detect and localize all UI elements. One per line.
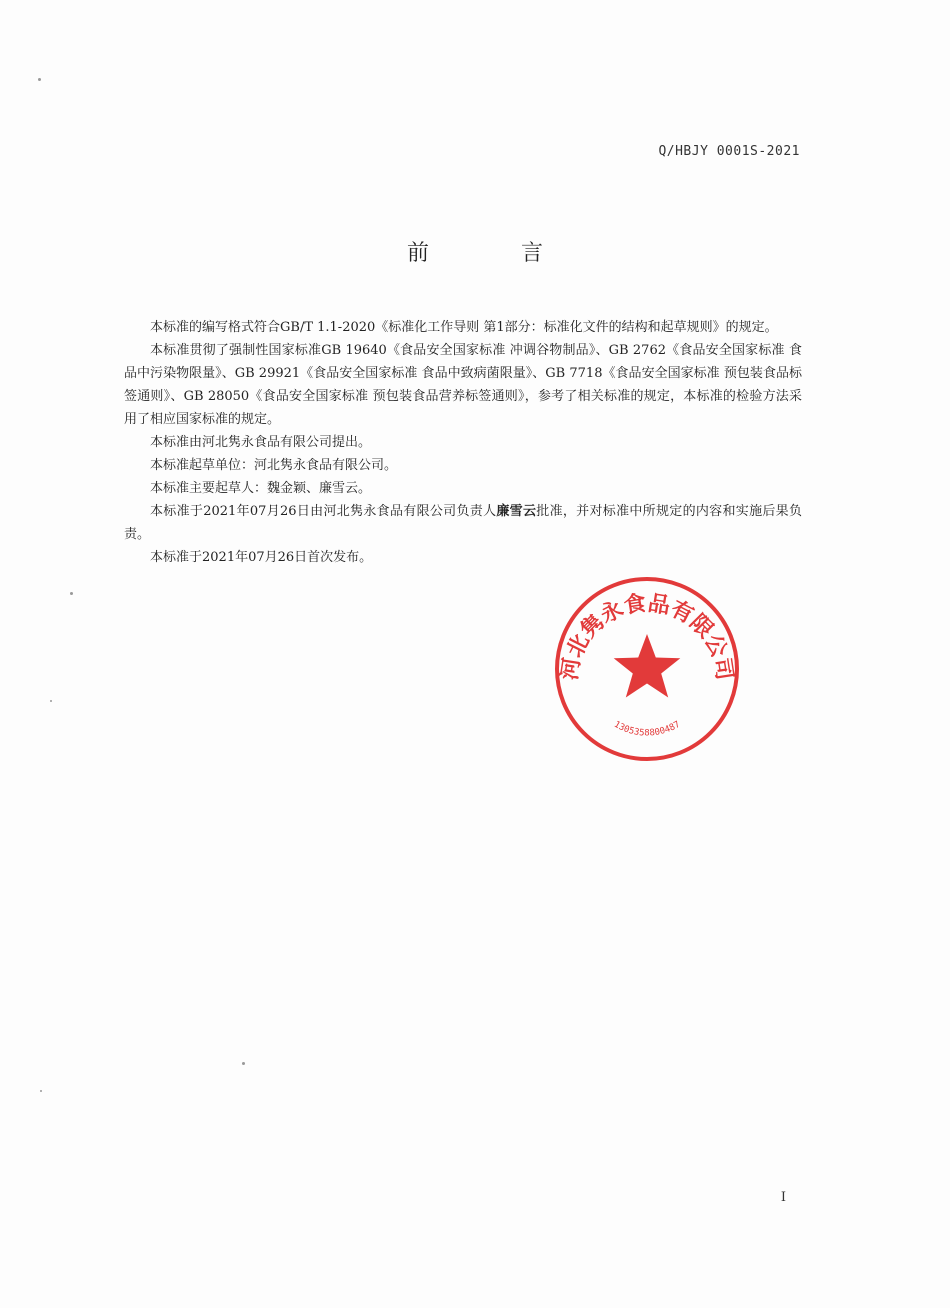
- title-char-1: 前: [406, 241, 429, 266]
- paragraph-references: 本标准贯彻了强制性国家标准GB 19640《食品安全国家标准 冲调谷物制品》、GB 2762《食品安全国家标准 食品中污染物限量》、GB 29921《食品安全国家标准 食品中致病菌限量》、GB 7718《食品安全国家标准 预包装食品标签通则》、GB 28050《食品安全国家标准 预包装食品营养标签通则》，参考了相关标准的规定，本标准的检验方法采用了相应国家标准的规定。: [124, 343, 802, 427]
- svg-text:1305358800487: [612, 720, 682, 739]
- seal-company-name: 河北隽永食品有限公司: [557, 591, 737, 682]
- page-number: I: [780, 1190, 786, 1205]
- paragraph-proposer: 本标准由河北隽永食品有限公司提出。: [150, 435, 372, 450]
- paragraph-release: 本标准于2021年07月26日首次发布。: [150, 550, 373, 565]
- page-title: [0, 236, 950, 267]
- document-body: [124, 316, 802, 569]
- paragraph-approval: [124, 500, 802, 546]
- approval-text-before: 本标准于2021年07月26日由河北隽永食品有限公司负责人: [150, 504, 497, 519]
- scan-speck: [38, 78, 41, 81]
- title-char-2: 言: [521, 241, 544, 266]
- seal-star-icon: [614, 634, 681, 698]
- approver-name: 廉雪云: [496, 504, 537, 519]
- paragraph-format: 本标准的编写格式符合GB/T 1.1-2020《标准化工作导则 第1部分：标准化文件的结构和起草规则》的规定。: [150, 320, 778, 335]
- seal-code: 1305358800487: [611, 719, 683, 739]
- company-seal-icon: [552, 574, 742, 764]
- scan-speck: [40, 1090, 42, 1092]
- paragraph-drafters: 本标准主要起草人：魏金颖、廉雪云。: [150, 481, 372, 496]
- document-code: Q/HBJY 0001S-2021: [658, 144, 800, 159]
- approval-text-after: 批准，并对标准中所规定的内容和实施后果负责。: [124, 504, 802, 542]
- paragraph-drafting-unit: 本标准起草单位：河北隽永食品有限公司。: [150, 458, 398, 473]
- scan-speck: [70, 592, 73, 595]
- scan-speck: [242, 1062, 245, 1065]
- scan-speck: [50, 700, 52, 702]
